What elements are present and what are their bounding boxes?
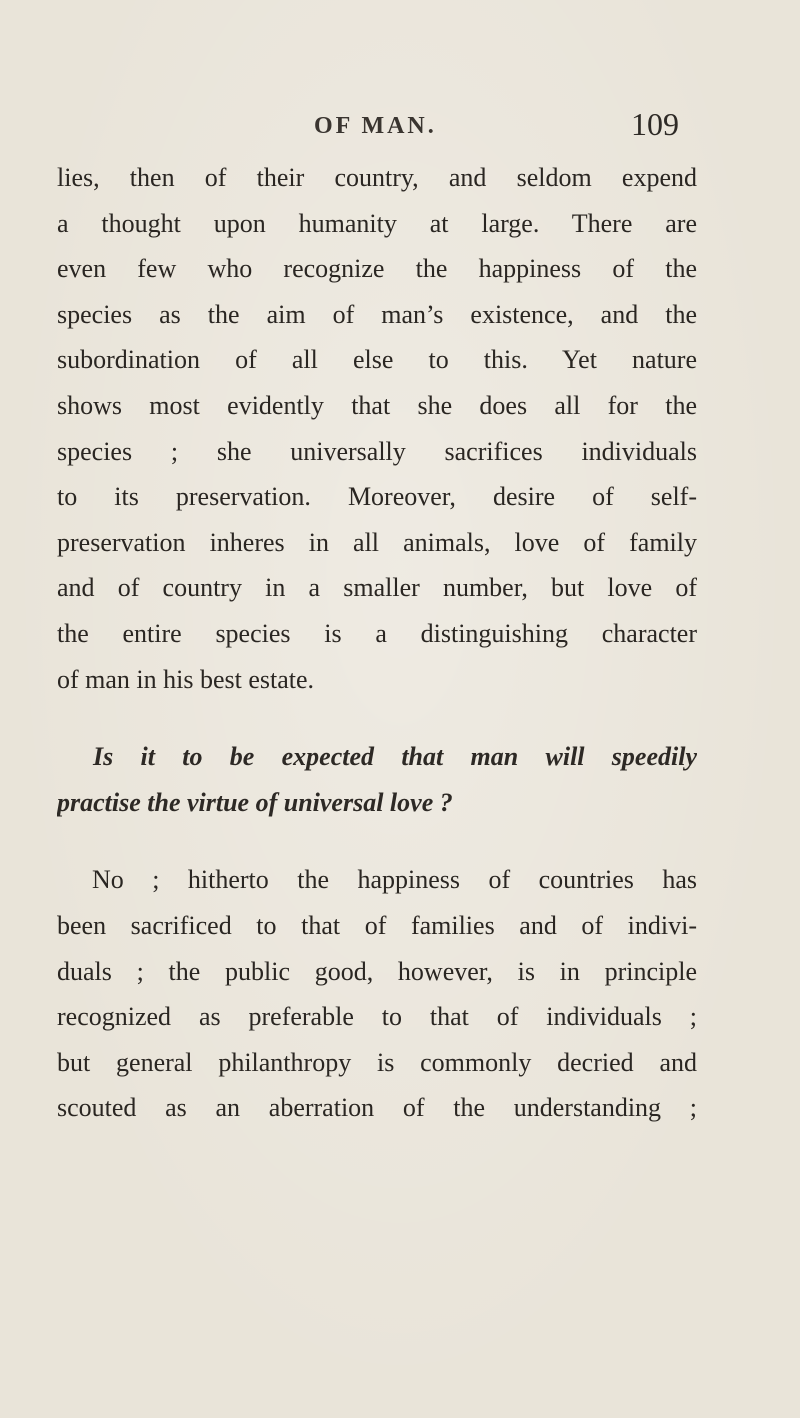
text-line: a thought upon humanity at large. There are — [57, 208, 697, 238]
paragraph-gap — [57, 825, 697, 857]
body-text — [57, 155, 697, 1131]
paragraph-2 — [57, 857, 697, 1131]
text-line: shows most evidently that she does all for the — [57, 390, 697, 420]
text-line: preservation inheres in all animals, love of family — [57, 527, 697, 557]
text-line: even few who recognize the happiness of the — [57, 254, 697, 284]
text-line: the entire species is a distinguishing character — [57, 618, 697, 648]
text-line: and of country in a smaller number, but love of — [57, 573, 697, 603]
text-line: No ; hitherto the happiness of countries has — [92, 865, 697, 895]
running-title: OF MAN. — [314, 113, 437, 139]
text-line: species ; she universally sacrifices individuals — [57, 436, 697, 466]
text-line: of man in his best estate. — [57, 664, 315, 694]
text-line: lies, then of their country, and seldom expend — [57, 163, 697, 192]
text-line: but general philanthropy is commonly decried and — [57, 1047, 697, 1077]
text-line: been sacrificed to that of families and of indivi- — [57, 910, 697, 940]
text-line: recognized as preferable to that of individuals ; — [57, 1002, 697, 1032]
paragraph-gap — [57, 702, 697, 734]
text-line: to its preservation. Moreover, desire of self- — [57, 482, 697, 512]
page-number: 109 — [631, 106, 679, 142]
text-line: subordination of all else to this. Yet nature — [57, 345, 697, 375]
question-line: practise the virtue of universal love ? — [57, 787, 453, 817]
question — [57, 734, 697, 825]
paragraph-1 — [57, 155, 697, 702]
text-line: duals ; the public good, however, is in principle — [57, 956, 697, 986]
text-line: scouted as an aberration of the understanding ; — [57, 1093, 697, 1123]
question-line: Is it to be expected that man will speedily — [93, 742, 697, 772]
text-line: species as the aim of man’s existence, and the — [57, 299, 697, 329]
